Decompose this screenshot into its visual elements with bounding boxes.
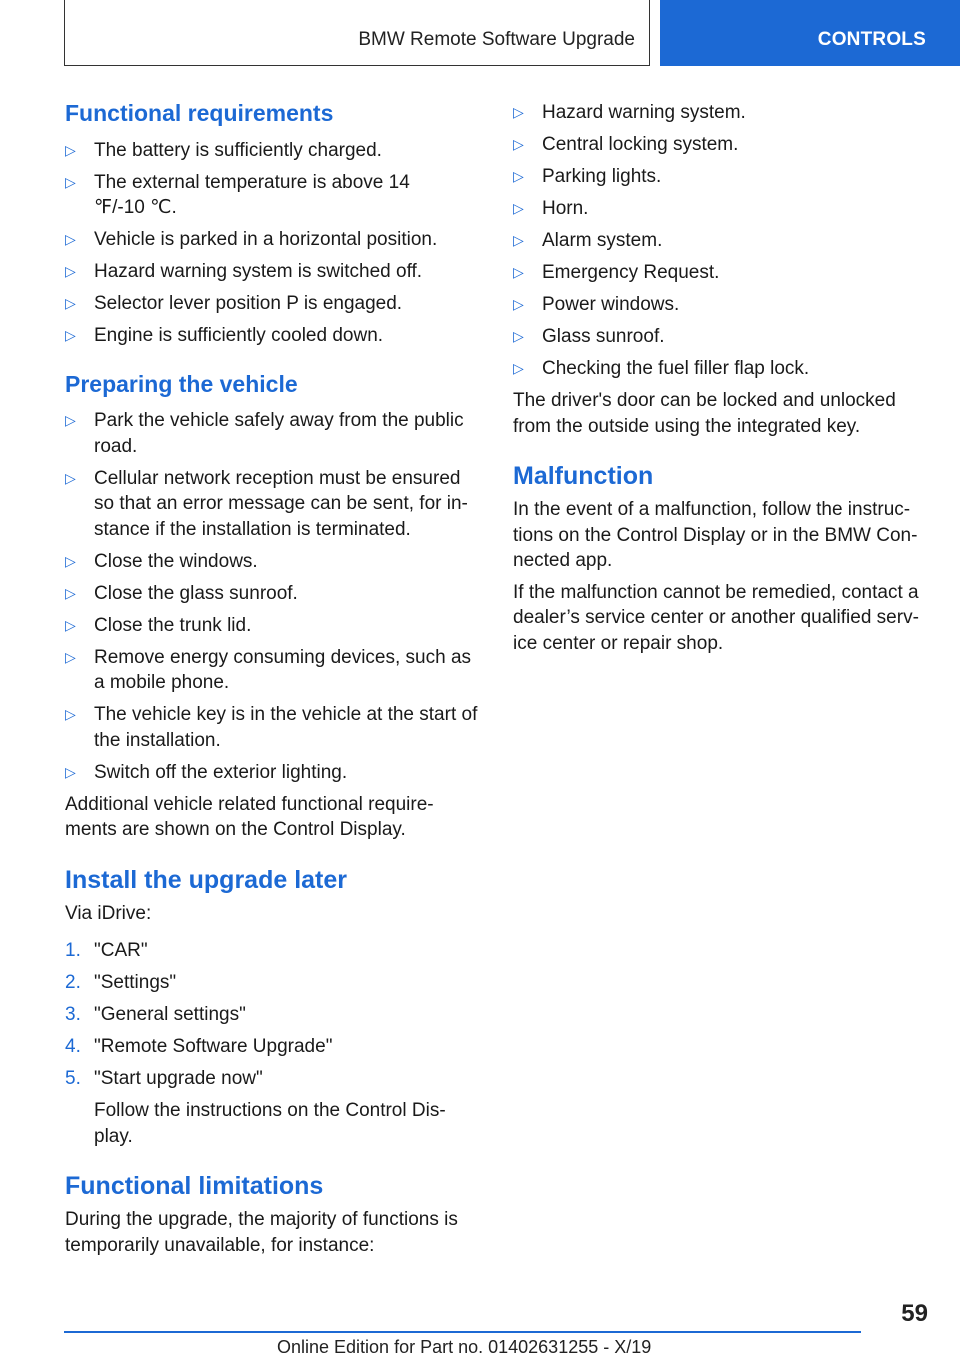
heading-functional-requirements: Functional requirements: [65, 100, 334, 126]
list-item: ▷ Close the windows.: [65, 549, 480, 575]
malfunction-text-2: If the malfunction cannot be remedied, contact a dealer’s service center or another qualified serv-ice center or repair shop.: [513, 581, 919, 654]
list-item: ▷ Parking lights.: [513, 164, 928, 190]
list-item: ▷ Alarm system.: [513, 228, 928, 254]
footer-edition: Online Edition for Part no. 01402631255 - X/19: [277, 1337, 652, 1357]
preparing-note: Additional vehicle related functional require-ments are shown on the Control Display.: [65, 793, 434, 841]
malfunction-text-1: In the event of a malfunction, follow the instruc-tions on the Control Display or in the BMW Con-nected app.: [513, 499, 918, 571]
list-item: 4. "Remote Software Upgrade": [65, 1034, 480, 1060]
bullet-triangle-icon: ▷: [65, 763, 76, 780]
bullet-triangle-icon: ▷: [65, 706, 76, 723]
list-item: ▷ Remove energy consuming devices, such as a mobile phone.: [65, 646, 472, 694]
bullet-triangle-icon: ▷: [65, 616, 76, 633]
step-number: 2.: [65, 972, 81, 994]
step-number: 3.: [65, 1004, 81, 1026]
bullet-triangle-icon: ▷: [513, 136, 524, 152]
left-column: [65, 100, 480, 1264]
install-follow-note: Follow the instructions on the Control Dis-play.: [94, 1100, 446, 1147]
bullet-triangle-icon: ▷: [65, 469, 76, 486]
bullet-triangle-icon: ▷: [513, 168, 524, 184]
list-item: ▷ Vehicle is parked in a horizontal position.: [65, 227, 480, 253]
bullet-triangle-icon: ▷: [65, 231, 76, 248]
header-title: BMW Remote Software Upgrade: [358, 29, 635, 50]
list-item: ▷ Central locking system.: [513, 132, 928, 158]
list-item: 5. "Start upgrade now": [65, 1066, 480, 1092]
header-title-box: [64, 0, 650, 66]
limitations-list: [513, 100, 928, 382]
footer-divider: [64, 1331, 861, 1333]
bullet-triangle-icon: ▷: [513, 264, 524, 280]
list-item: 2. "Settings": [65, 970, 480, 996]
heading-malfunction: Malfunction: [513, 462, 654, 490]
list-item: ▷ Park the vehicle safely away from the public road.: [65, 410, 464, 457]
list-item: ▷ Power windows.: [513, 292, 928, 318]
bullet-triangle-icon: ▷: [65, 173, 76, 190]
heading-install-later: Install the upgrade later: [65, 865, 348, 894]
limitations-intro: During the upgrade, the majority of functions is temporarily unavailable, for instance:: [65, 1209, 458, 1256]
step-number: 5.: [65, 1068, 81, 1090]
bullet-triangle-icon: ▷: [65, 648, 76, 665]
heading-preparing-vehicle: Preparing the vehicle: [65, 370, 298, 397]
list-item: ▷ Hazard warning system.: [513, 100, 928, 126]
heading-functional-limitations: Functional limitations: [65, 1172, 324, 1201]
bullet-triangle-icon: ▷: [65, 295, 76, 312]
list-item: ▷ Emergency Request.: [513, 260, 928, 286]
door-note: The driver's door can be locked and unlocked from the outside using the integrated key.: [513, 390, 896, 437]
bullet-triangle-icon: ▷: [513, 232, 524, 248]
page-number: 59: [901, 1300, 928, 1327]
preparing-vehicle-list: [65, 408, 480, 785]
list-item: ▷ The vehicle key is in the vehicle at the start of the installation.: [65, 704, 478, 751]
list-item: ▷ Horn.: [513, 196, 928, 222]
list-item: ▷ Close the trunk lid.: [65, 613, 480, 639]
list-item: ▷ Cellular network reception must be ensured so that an error message can be sent, for in-stance if the installation is terminated.: [65, 467, 468, 540]
right-column: [513, 100, 928, 662]
bullet-triangle-icon: ▷: [65, 141, 76, 158]
bullet-triangle-icon: ▷: [65, 263, 76, 280]
list-item: ▷ Engine is sufficiently cooled down.: [65, 323, 480, 349]
header-section-label: CONTROLS: [817, 29, 926, 50]
list-item: ▷ Glass sunroof.: [513, 324, 928, 350]
header-section-tab: [660, 0, 960, 66]
list-item: ▷ Selector lever position P is engaged.: [65, 291, 480, 317]
list-item: 1. "CAR": [65, 938, 480, 964]
step-number: 1.: [65, 940, 81, 962]
bullet-triangle-icon: ▷: [65, 584, 76, 601]
list-item: ▷ Switch off the exterior lighting.: [65, 760, 480, 786]
bullet-triangle-icon: ▷: [513, 328, 524, 344]
bullet-triangle-icon: ▷: [65, 552, 76, 569]
bullet-triangle-icon: ▷: [513, 360, 524, 376]
bullet-triangle-icon: ▷: [65, 327, 76, 344]
bullet-triangle-icon: ▷: [65, 412, 76, 429]
list-item: ▷ Checking the fuel filler flap lock.: [513, 356, 928, 382]
step-number: 4.: [65, 1036, 81, 1058]
bullet-triangle-icon: ▷: [513, 104, 524, 120]
list-item: ▷ Hazard warning system is switched off.: [65, 259, 480, 285]
list-item: 3. "General settings": [65, 1002, 480, 1028]
bullet-triangle-icon: ▷: [513, 200, 524, 216]
bullet-triangle-icon: ▷: [513, 296, 524, 312]
install-steps-list: [65, 938, 480, 1092]
install-intro: Via iDrive:: [65, 902, 152, 924]
list-item: ▷ The external temperature is above 14 ℉/-10 ℃.: [65, 171, 410, 219]
list-item: ▷ The battery is sufficiently charged.: [65, 138, 480, 164]
list-item: ▷ Close the glass sunroof.: [65, 581, 480, 607]
functional-requirements-list: [65, 138, 480, 349]
